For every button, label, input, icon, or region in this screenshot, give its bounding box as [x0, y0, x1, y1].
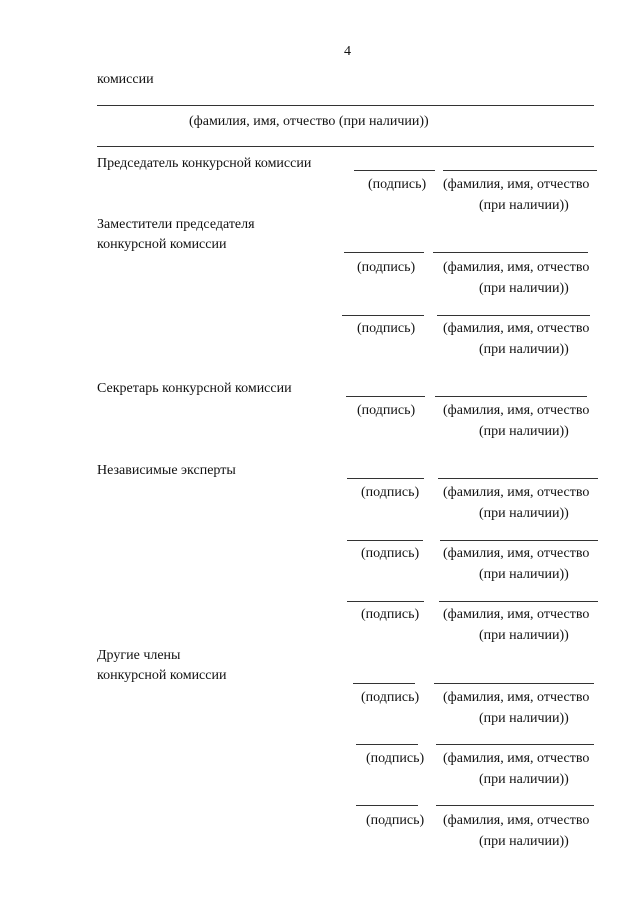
signature-line — [347, 540, 423, 541]
fio-line — [443, 170, 597, 171]
signature-line — [342, 315, 424, 316]
role-secretary: Секретарь конкурсной комиссии — [97, 381, 292, 396]
fio-caption-line1: (фамилия, имя, отчество — [443, 813, 590, 828]
fio-line — [439, 601, 598, 602]
signature-caption: (подпись) — [366, 813, 425, 828]
signature-line — [347, 478, 424, 479]
fio-line — [436, 744, 594, 745]
fio-caption-line2: (при наличии)) — [479, 198, 569, 213]
fio-caption-line2: (при наличии)) — [479, 342, 569, 357]
separator-line — [97, 146, 594, 147]
fio-line — [436, 805, 594, 806]
fio-line — [434, 683, 594, 684]
fio-caption-line2: (при наличии)) — [479, 281, 569, 296]
signature-caption: (подпись) — [366, 751, 425, 766]
fio-caption-line1: (фамилия, имя, отчество — [443, 607, 590, 622]
signature-caption: (подпись) — [357, 260, 416, 275]
fio-caption-line2: (при наличии)) — [479, 567, 569, 582]
fio-caption-line2: (при наличии)) — [479, 628, 569, 643]
fio-caption-line2: (при наличии)) — [479, 424, 569, 439]
fio-caption-line1: (фамилия, имя, отчество — [443, 751, 590, 766]
role-chairman: Председатель конкурсной комиссии — [97, 156, 312, 171]
signature-line — [354, 170, 435, 171]
role-deputies-line1: Заместители председателя — [97, 217, 255, 232]
signature-caption: (подпись) — [361, 546, 420, 561]
signature-caption: (подпись) — [361, 485, 420, 500]
fio-caption-line1: (фамилия, имя, отчество — [443, 690, 590, 705]
fio-line — [438, 478, 598, 479]
role-experts: Независимые эксперты — [97, 463, 236, 478]
signature-line — [344, 252, 424, 253]
signature-caption: (подпись) — [361, 607, 420, 622]
fio-caption-line2: (при наличии)) — [479, 506, 569, 521]
fio-caption-line1: (фамилия, имя, отчество — [443, 546, 590, 561]
fio-caption-line1: (фамилия, имя, отчество — [443, 260, 590, 275]
signature-line — [353, 683, 415, 684]
fio-caption-line1: (фамилия, имя, отчество — [443, 403, 590, 418]
role-deputies-line2: конкурсной комиссии — [97, 237, 227, 252]
signature-caption: (подпись) — [357, 321, 416, 336]
page-number: 4 — [344, 44, 351, 59]
fio-line-top — [97, 105, 594, 106]
signature-line — [347, 601, 424, 602]
fio-line — [437, 315, 590, 316]
fio-line — [433, 252, 588, 253]
signature-caption: (подпись) — [357, 403, 416, 418]
signature-line — [356, 805, 418, 806]
fio-caption-top: (фамилия, имя, отчество (при наличии)) — [189, 114, 429, 129]
fio-caption-line2: (при наличии)) — [479, 711, 569, 726]
fio-caption-line1: (фамилия, имя, отчество — [443, 485, 590, 500]
fio-line — [440, 540, 598, 541]
role-others-line2: конкурсной комиссии — [97, 668, 227, 683]
role-others-line1: Другие члены — [97, 648, 181, 663]
signature-line — [356, 744, 418, 745]
commission-word: комиссии — [97, 72, 154, 87]
fio-caption-line2: (при наличии)) — [479, 834, 569, 849]
signature-caption: (подпись) — [361, 690, 420, 705]
fio-caption-line1: (фамилия, имя, отчество — [443, 321, 590, 336]
fio-caption-line2: (при наличии)) — [479, 772, 569, 787]
fio-line — [435, 396, 587, 397]
signature-caption: (подпись) — [368, 177, 427, 192]
fio-caption-line1: (фамилия, имя, отчество — [443, 177, 590, 192]
signature-line — [346, 396, 425, 397]
